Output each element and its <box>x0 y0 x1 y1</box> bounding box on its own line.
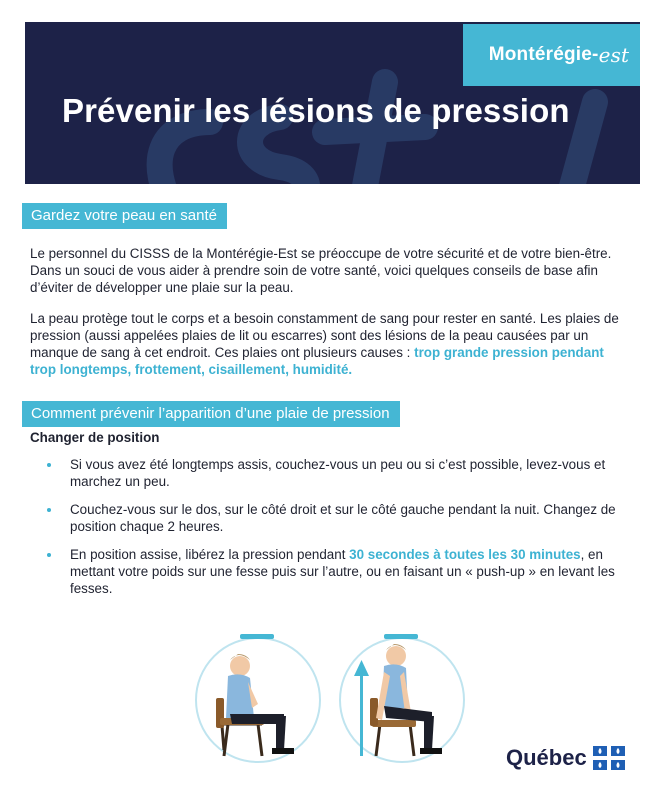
bullet-icon <box>47 553 51 557</box>
brand-logo <box>463 24 640 86</box>
push-up-person-illustration <box>336 632 468 764</box>
causes-list: trop grande pression pendant trop longtemps, frottement, cisaillement, humidité. <box>30 345 604 377</box>
brand-suffix: est <box>598 43 630 67</box>
list-item <box>30 456 640 490</box>
bullet-icon <box>47 508 51 512</box>
quebec-logo <box>506 745 625 771</box>
causes-paragraph <box>30 310 630 378</box>
list-item <box>30 501 640 535</box>
seated-person-illustration <box>192 632 324 764</box>
tip-text: Couchez-vous sur le dos, sur le côté droit et sur le côté gauche pendant la nuit. Changez de position chaque 2 heures. <box>70 502 616 534</box>
tip-text-before: En position assise, libérez la pression pendant <box>70 547 350 562</box>
tips-list <box>30 456 640 608</box>
header-banner <box>25 22 640 184</box>
tip-text: Si vous avez été longtemps assis, couchez-vous un peu ou si c’est possible, levez-vous et marchez un peu. <box>70 457 606 489</box>
tip-text-after: , en mettant votre poids sur une fesse puis sur l’autre, ou en faisant un « push-up » en levant les fesses. <box>70 547 615 596</box>
section-heading-prevention: Comment prévenir l’apparition d’une plaie de pression <box>22 401 400 427</box>
quebec-wordmark: Québec <box>506 745 587 770</box>
list-item <box>30 546 640 597</box>
brand-name: Montérégie- <box>488 44 599 65</box>
section-heading-skin-health: Gardez votre peau en santé <box>22 203 227 229</box>
intro-paragraph: Le personnel du CISSS de la Montérégie-Est se préoccupe de votre sécurité et de votre bien-être. Dans un souci de vous aider à prendre soin de votre santé, voici quelques conseils de base afin d’éviter de développer une plaie sur la peau. <box>30 246 612 295</box>
subheading-change-position: Changer de position <box>30 430 160 445</box>
page-title: Prévenir les lésions de pression <box>62 92 570 129</box>
bullet-icon <box>47 463 51 467</box>
tip-highlight: 30 secondes à toutes les 30 minutes <box>349 547 581 562</box>
causes-intro-text: La peau protège tout le corps et a besoin constamment de sang pour rester en santé. Les plaies de pression (aussi appelées plaies de lit ou escarres) sont des lésions de la peau causées par un manque de sang à cet endroit. Ces plaies ont plusieurs causes : <box>30 311 619 360</box>
quebec-flag-icon <box>593 746 625 770</box>
